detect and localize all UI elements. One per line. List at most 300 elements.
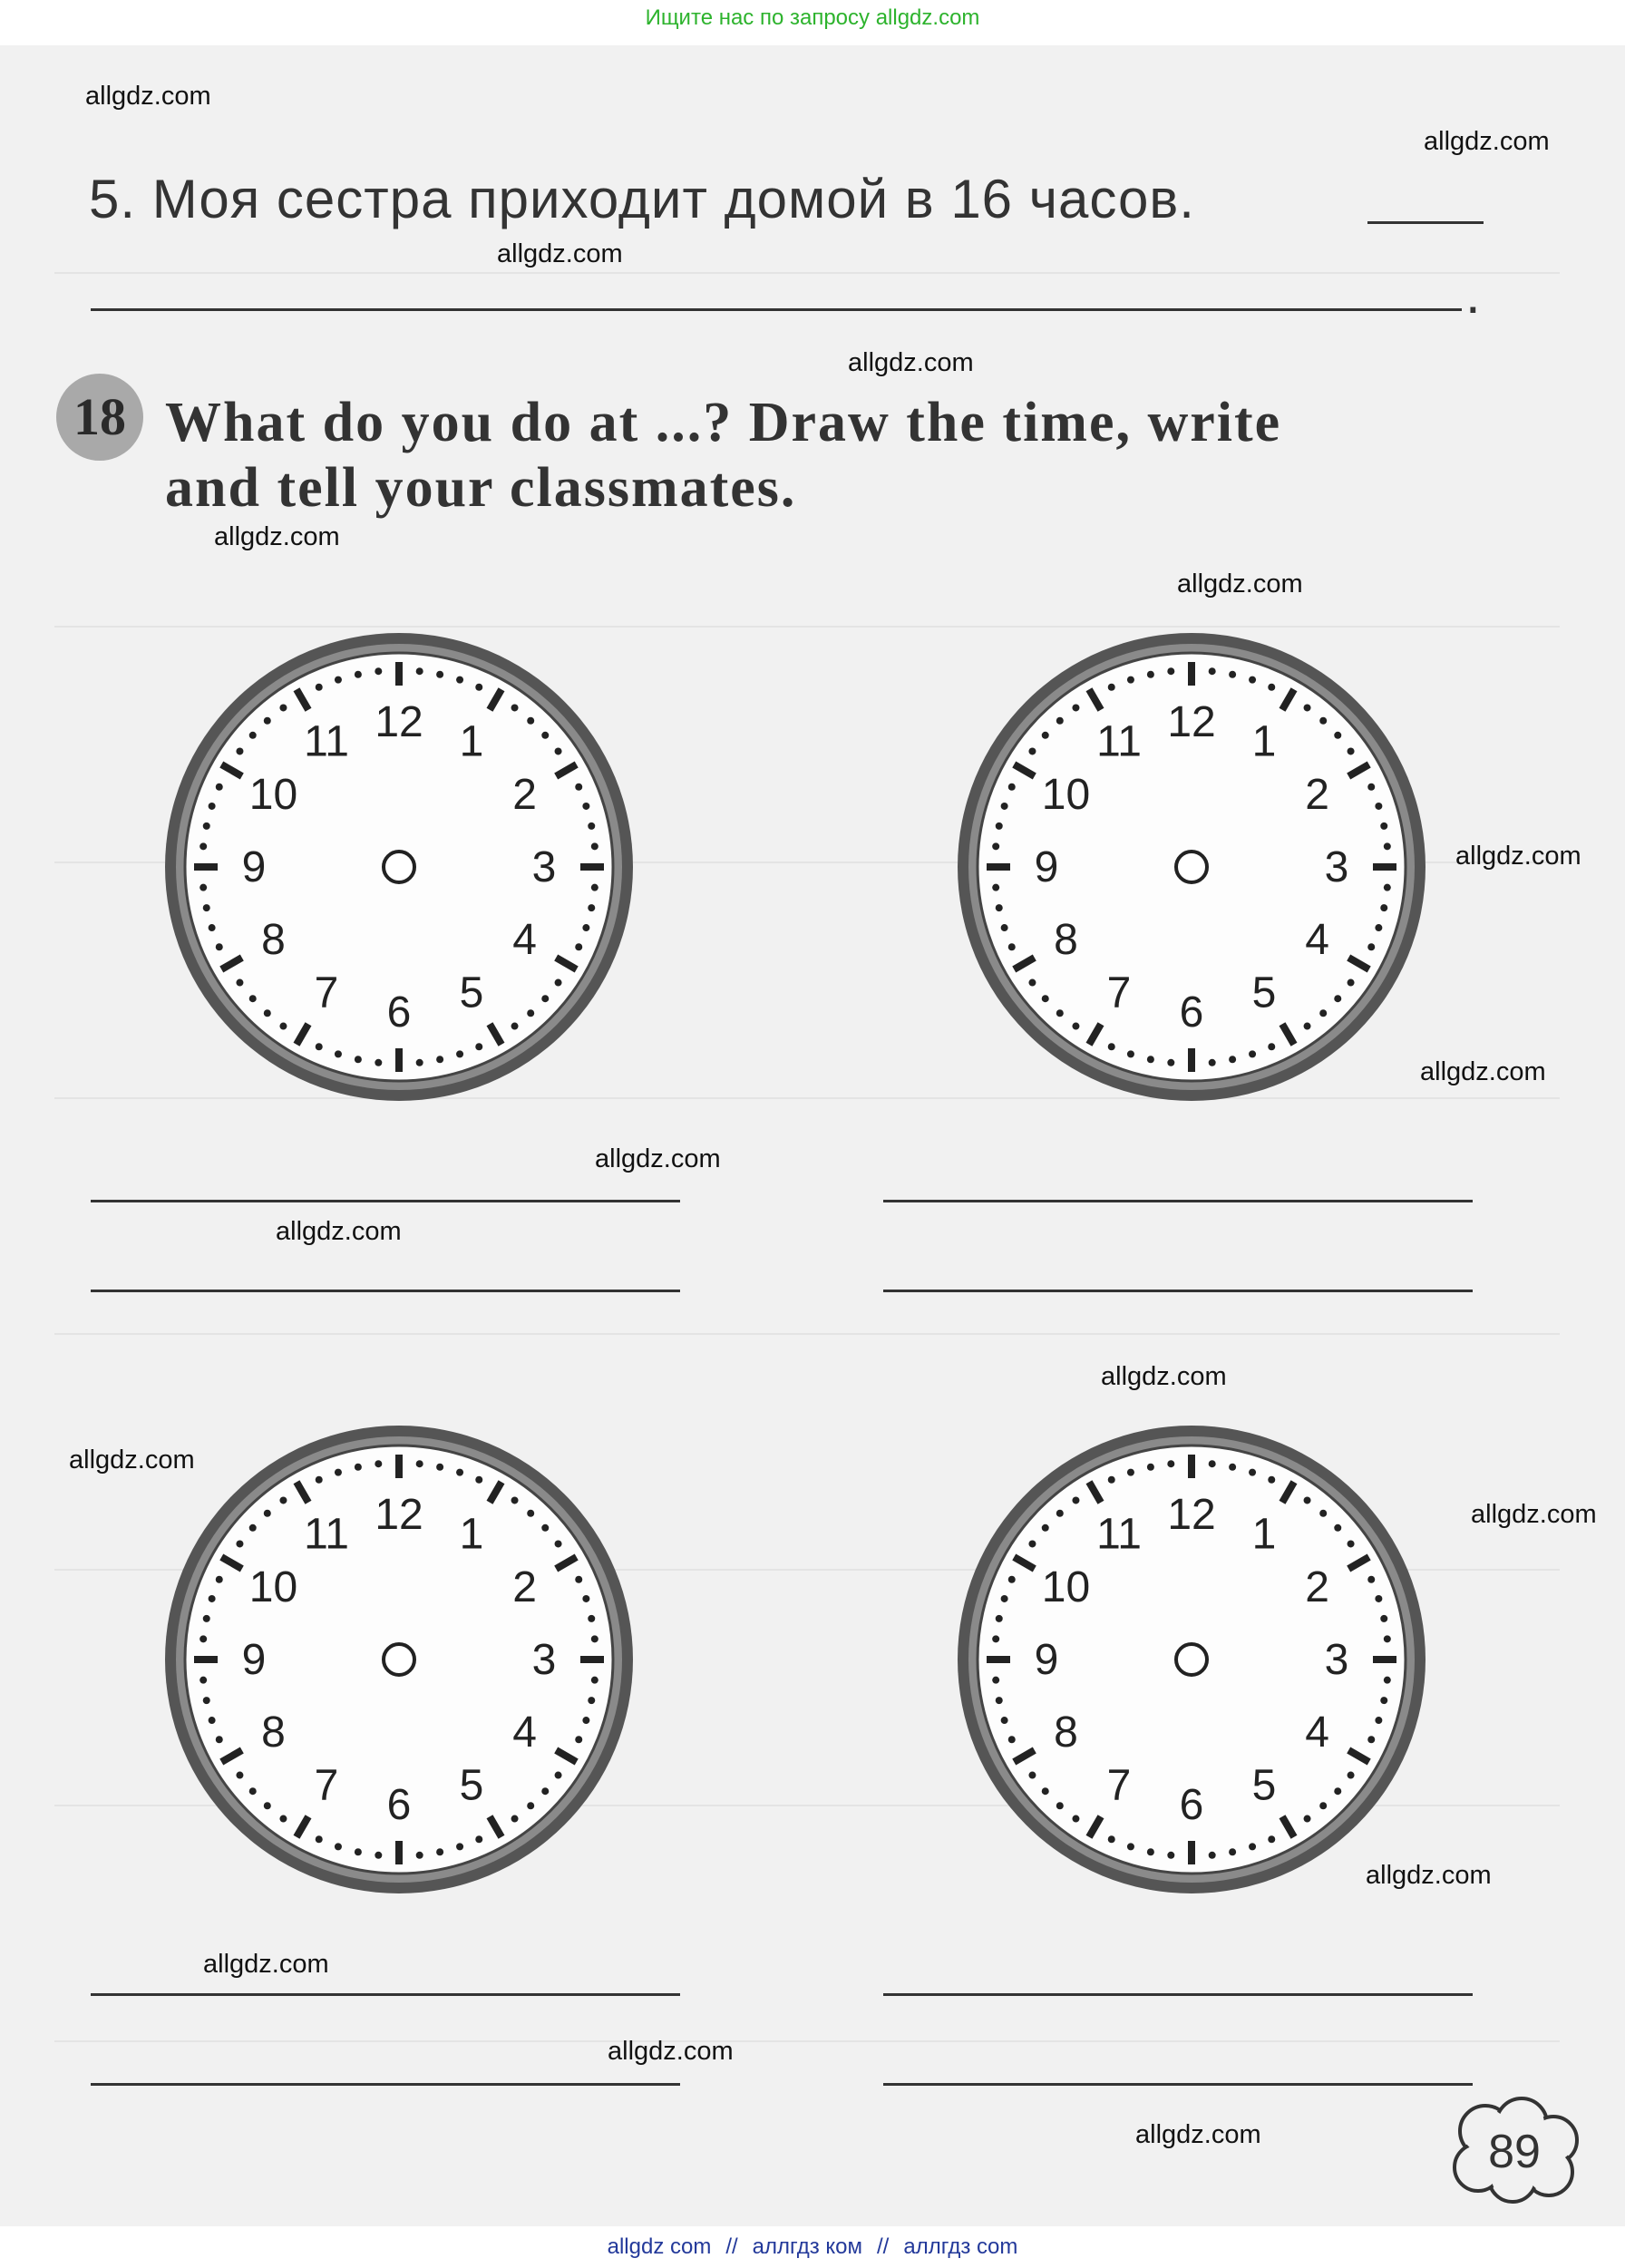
clock-numeral: 3 [1324,843,1349,891]
minute-dot [264,1009,271,1017]
clock-numeral: 3 [1324,1636,1349,1684]
minute-dot [1268,684,1275,691]
minute-dot [591,1677,598,1684]
minute-dot [1072,1023,1079,1030]
minute-dot [1127,1469,1134,1476]
minute-dot [575,784,582,791]
minute-dot [216,943,223,950]
minute-dot [1028,979,1036,987]
minute-dot [316,1476,323,1484]
minute-dot [1056,1802,1064,1809]
minute-dot [1008,1736,1016,1743]
minute-dot [355,1848,362,1855]
minute-dot [1229,671,1236,678]
clock-numeral: 1 [1251,1510,1277,1559]
answer-line[interactable] [91,2083,680,2086]
minute-dot [416,1059,423,1066]
faint-line [54,272,1560,274]
clock-numeral: 12 [375,698,423,746]
minute-dot [1008,784,1016,791]
minute-dot [199,842,207,850]
minute-dot [1167,667,1174,675]
faint-line [54,2040,1560,2042]
minute-dot [209,803,216,810]
watermark: allgdz.com [69,1445,195,1475]
minute-dot [588,823,595,830]
minute-dot [582,1717,589,1724]
minute-dot [1334,1787,1341,1795]
clock-face-4[interactable] [947,1415,1436,1904]
minute-dot [1348,747,1355,754]
minute-dot [236,1540,243,1547]
minute-dot [1304,1815,1311,1823]
watermark: allgdz.com [214,522,340,551]
clock-numeral: 10 [248,771,298,819]
minute-dot [511,1815,519,1823]
minute-dot [1380,823,1387,830]
minute-dot [249,1524,257,1532]
clock-numeral: 5 [1251,969,1277,1017]
clock-numeral: 7 [314,1761,339,1810]
clock-numeral: 4 [512,1708,537,1757]
exercise-instruction [165,390,1525,521]
minute-dot [1249,1843,1256,1850]
clock-numeral: 2 [512,1563,537,1611]
minute-dot [1375,924,1382,931]
minute-dot [1108,1043,1115,1050]
minute-dot [436,1056,443,1063]
clock-center-pin [384,852,414,882]
minute-dot [436,1464,443,1471]
minute-dot [236,747,243,754]
task-5 [89,168,1195,230]
minute-dot [475,1835,482,1843]
minute-dot [1108,1835,1115,1843]
minute-dot [541,1787,549,1795]
minute-dot [527,1510,534,1517]
watermark: allgdz.com [1471,1500,1597,1529]
watermark: allgdz.com [276,1217,402,1246]
minute-dot [375,1460,382,1467]
minute-dot [456,677,463,684]
clock-numeral: 5 [1251,1761,1277,1810]
minute-dot [1268,1835,1275,1843]
minute-dot [375,1852,382,1859]
answer-line[interactable] [1367,221,1484,224]
instruction-line-2: and tell your classmates. [165,457,797,519]
minute-dot [1108,684,1115,691]
minute-dot [1072,1496,1079,1504]
minute-dot [1209,1852,1216,1859]
minute-dot [1268,1476,1275,1484]
watermark: allgdz.com [85,82,211,111]
minute-dot [1348,979,1355,987]
minute-dot [1319,1510,1327,1517]
clock-numeral: 8 [261,1708,286,1757]
task-5-number: 5. [89,169,137,229]
minute-dot [1348,1540,1355,1547]
minute-dot [1042,1524,1049,1532]
bottom-banner [0,2226,1625,2268]
clock-numeral: 1 [459,717,484,766]
minute-dot [575,943,582,950]
minute-dot [1056,717,1064,725]
minute-dot [249,732,257,739]
minute-dot [335,1843,342,1850]
minute-dot [316,1043,323,1050]
minute-dot [279,704,287,711]
minute-dot [996,1697,1003,1704]
minute-dot [203,823,210,830]
minute-dot [992,1635,999,1642]
clock-numeral: 11 [1096,717,1142,766]
minute-dot [582,1595,589,1602]
minute-dot [279,1815,287,1823]
minute-dot [375,667,382,675]
minute-dot [1028,1540,1036,1547]
minute-dot [1334,732,1341,739]
clock-numeral: 11 [1096,1510,1142,1559]
minute-dot [555,979,562,987]
clock-numeral: 9 [1034,843,1059,891]
minute-dot [575,1736,582,1743]
minute-dot [1167,1460,1174,1467]
clock-numeral: 9 [1034,1636,1059,1684]
minute-dot [279,1496,287,1504]
clock-numeral: 4 [1305,1708,1329,1757]
minute-dot [1384,1635,1391,1642]
instruction-line-1: What do you do at ...? Draw the time, write [165,392,1282,453]
minute-dot [555,747,562,754]
watermark: allgdz.com [1177,569,1303,599]
minute-dot [1209,667,1216,675]
answer-line[interactable] [883,1290,1473,1292]
minute-dot [199,1635,207,1642]
minute-dot [1056,1009,1064,1017]
minute-dot [355,1464,362,1471]
minute-dot [1367,784,1375,791]
minute-dot [591,842,598,850]
minute-dot [199,1677,207,1684]
minute-dot [1375,1595,1382,1602]
minute-dot [1001,1595,1008,1602]
minute-dot [1380,1697,1387,1704]
bottom-link-2[interactable]: аллгдз ком [752,2234,862,2259]
watermark: allgdz.com [1366,1861,1492,1890]
minute-dot [1229,1464,1236,1471]
clock-numeral: 12 [1167,698,1216,746]
clock-numeral: 11 [304,717,349,766]
minute-dot [1229,1848,1236,1855]
watermark: allgdz.com [595,1144,721,1173]
minute-dot [203,1697,210,1704]
minute-dot [996,823,1003,830]
minute-dot [209,1717,216,1724]
separator: // [725,2234,738,2259]
minute-dot [1367,943,1375,950]
clock-svg [154,1415,644,1904]
minute-dot [264,717,271,725]
minute-dot [436,1848,443,1855]
minute-dot [1319,1802,1327,1809]
clock-numeral: 6 [386,1781,412,1829]
faint-line [54,1333,1560,1335]
minute-dot [475,1476,482,1484]
minute-dot [1319,717,1327,725]
clock-numeral: 7 [1106,1761,1132,1810]
minute-dot [1304,1023,1311,1030]
minute-dot [475,684,482,691]
minute-dot [264,1510,271,1517]
clock-numeral: 8 [261,916,286,964]
minute-dot [456,1050,463,1057]
answer-line[interactable] [91,1993,680,1996]
minute-dot [992,842,999,850]
minute-dot [541,995,549,1002]
minute-dot [1127,1843,1134,1850]
watermark: allgdz.com [608,2037,734,2066]
minute-dot [216,1576,223,1583]
answer-line[interactable] [883,1993,1473,1996]
minute-dot [1127,1050,1134,1057]
minute-dot [575,1576,582,1583]
minute-dot [527,1802,534,1809]
clock-numeral: 3 [531,843,557,891]
watermark: allgdz.com [848,348,974,377]
clock-numeral: 6 [386,988,412,1037]
minute-dot [1147,1464,1154,1471]
clock-numeral: 9 [241,1636,267,1684]
clock-numeral: 3 [531,1636,557,1684]
clock-numeral: 10 [248,1563,298,1611]
minute-dot [209,1595,216,1602]
answer-line[interactable] [91,1200,680,1202]
clock-numeral: 6 [1179,988,1204,1037]
clock-numeral: 5 [459,969,484,1017]
minute-dot [555,1540,562,1547]
minute-dot [996,1615,1003,1622]
watermark: allgdz.com [1424,127,1550,156]
minute-dot [475,1043,482,1050]
minute-dot [1367,1736,1375,1743]
answer-line[interactable] [91,308,1462,311]
clock-numeral: 11 [304,1510,349,1559]
answer-line[interactable] [91,1290,680,1292]
page-number-text: 89 [1488,2126,1541,2178]
minute-dot [416,1852,423,1859]
minute-dot [527,1009,534,1017]
clock-numeral: 10 [1041,771,1091,819]
minute-dot [1334,1524,1341,1532]
minute-dot [1042,995,1049,1002]
minute-dot [1147,671,1154,678]
minute-dot [264,1802,271,1809]
minute-dot [1028,747,1036,754]
separator: // [877,2234,890,2259]
minute-dot [1319,1009,1327,1017]
watermark: allgdz.com [497,239,623,268]
bottom-link-3[interactable]: аллгдз com [903,2234,1018,2259]
clock-numeral: 4 [1305,916,1329,964]
minute-dot [1249,1469,1256,1476]
watermark: allgdz.com [1420,1057,1546,1086]
minute-dot [216,1736,223,1743]
clock-center-pin [1176,852,1207,882]
clock-numeral: 7 [1106,969,1132,1017]
minute-dot [316,1835,323,1843]
clock-svg [154,622,644,1112]
minute-dot [541,732,549,739]
clock-center-pin [1176,1644,1207,1675]
clock-numeral: 12 [1167,1491,1216,1539]
watermark: allgdz.com [1135,2120,1261,2149]
minute-dot [1380,1615,1387,1622]
clock-numeral: 4 [512,916,537,964]
flower-icon [1449,2095,1585,2204]
minute-dot [279,1023,287,1030]
minute-dot [1042,1787,1049,1795]
minute-dot [199,884,207,891]
clock-face-1[interactable] [154,622,644,1112]
minute-dot [511,704,519,711]
minute-dot [1375,1717,1382,1724]
minute-dot [1042,732,1049,739]
minute-dot [355,671,362,678]
clock-numeral: 1 [459,1510,484,1559]
minute-dot [416,1460,423,1467]
minute-dot [375,1059,382,1066]
top-banner[interactable]: Ищите нас по запросу allgdz.com [645,5,980,30]
minute-dot [1380,904,1387,911]
minute-dot [1367,1576,1375,1583]
minute-dot [1229,1056,1236,1063]
minute-dot [456,1843,463,1850]
minute-dot [316,684,323,691]
minute-dot [1001,803,1008,810]
minute-dot [355,1056,362,1063]
clock-face-3[interactable] [154,1415,644,1904]
minute-dot [1001,924,1008,931]
minute-dot [249,995,257,1002]
minute-dot [992,1677,999,1684]
minute-dot [1072,704,1079,711]
minute-dot [216,784,223,791]
minute-dot [416,667,423,675]
minute-dot [588,1615,595,1622]
minute-dot [1249,1050,1256,1057]
minute-dot [527,717,534,725]
minute-dot [555,1772,562,1779]
clock-numeral: 7 [314,969,339,1017]
exercise-number-badge: 18 [56,374,143,461]
minute-dot [1304,704,1311,711]
minute-dot [1008,1576,1016,1583]
minute-dot [1268,1043,1275,1050]
minute-dot [591,884,598,891]
minute-dot [511,1496,519,1504]
clock-face-2[interactable] [947,622,1436,1112]
minute-dot [1008,943,1016,950]
minute-dot [335,1469,342,1476]
minute-dot [588,1697,595,1704]
clock-center-pin [384,1644,414,1675]
minute-dot [436,671,443,678]
clock-numeral: 2 [1305,771,1329,819]
clock-svg [947,1415,1436,1904]
clock-numeral: 12 [375,1491,423,1539]
minute-dot [1249,677,1256,684]
minute-dot [1384,1677,1391,1684]
minute-dot [992,884,999,891]
minute-dot [249,1787,257,1795]
minute-dot [582,924,589,931]
minute-dot [996,904,1003,911]
minute-dot [1028,1772,1036,1779]
clock-numeral: 5 [459,1761,484,1810]
clock-numeral: 6 [1179,1781,1204,1829]
period: . [1465,264,1481,325]
minute-dot [1108,1476,1115,1484]
minute-dot [511,1023,519,1030]
minute-dot [1056,1510,1064,1517]
clock-svg [947,622,1436,1112]
minute-dot [236,1772,243,1779]
clock-numeral: 8 [1054,916,1078,964]
minute-dot [1209,1059,1216,1066]
minute-dot [1209,1460,1216,1467]
watermark: allgdz.com [1101,1362,1227,1391]
watermark: allgdz.com [1455,842,1581,871]
minute-dot [236,979,243,987]
minute-dot [1304,1496,1311,1504]
watermark: allgdz.com [203,1950,329,1979]
minute-dot [1147,1056,1154,1063]
minute-dot [1334,995,1341,1002]
answer-line[interactable] [883,1200,1473,1202]
clock-numeral: 8 [1054,1708,1078,1757]
minute-dot [591,1635,598,1642]
clock-numeral: 1 [1251,717,1277,766]
clock-numeral: 2 [1305,1563,1329,1611]
minute-dot [588,904,595,911]
minute-dot [582,803,589,810]
minute-dot [1348,1772,1355,1779]
minute-dot [209,924,216,931]
clock-numeral: 2 [512,771,537,819]
minute-dot [335,677,342,684]
minute-dot [1384,842,1391,850]
minute-dot [1167,1852,1174,1859]
minute-dot [1127,677,1134,684]
minute-dot [335,1050,342,1057]
minute-dot [1001,1717,1008,1724]
minute-dot [1375,803,1382,810]
answer-line[interactable] [883,2083,1473,2086]
minute-dot [1167,1059,1174,1066]
bottom-link-1[interactable]: allgdz com [607,2234,712,2259]
clock-numeral: 10 [1041,1563,1091,1611]
minute-dot [541,1524,549,1532]
minute-dot [1147,1848,1154,1855]
page-number [1449,2095,1585,2204]
minute-dot [203,1615,210,1622]
minute-dot [456,1469,463,1476]
task-5-text: Моя сестра приходит домой в 16 часов. [151,169,1195,229]
clock-numeral: 9 [241,843,267,891]
minute-dot [1072,1815,1079,1823]
minute-dot [203,904,210,911]
minute-dot [1384,884,1391,891]
